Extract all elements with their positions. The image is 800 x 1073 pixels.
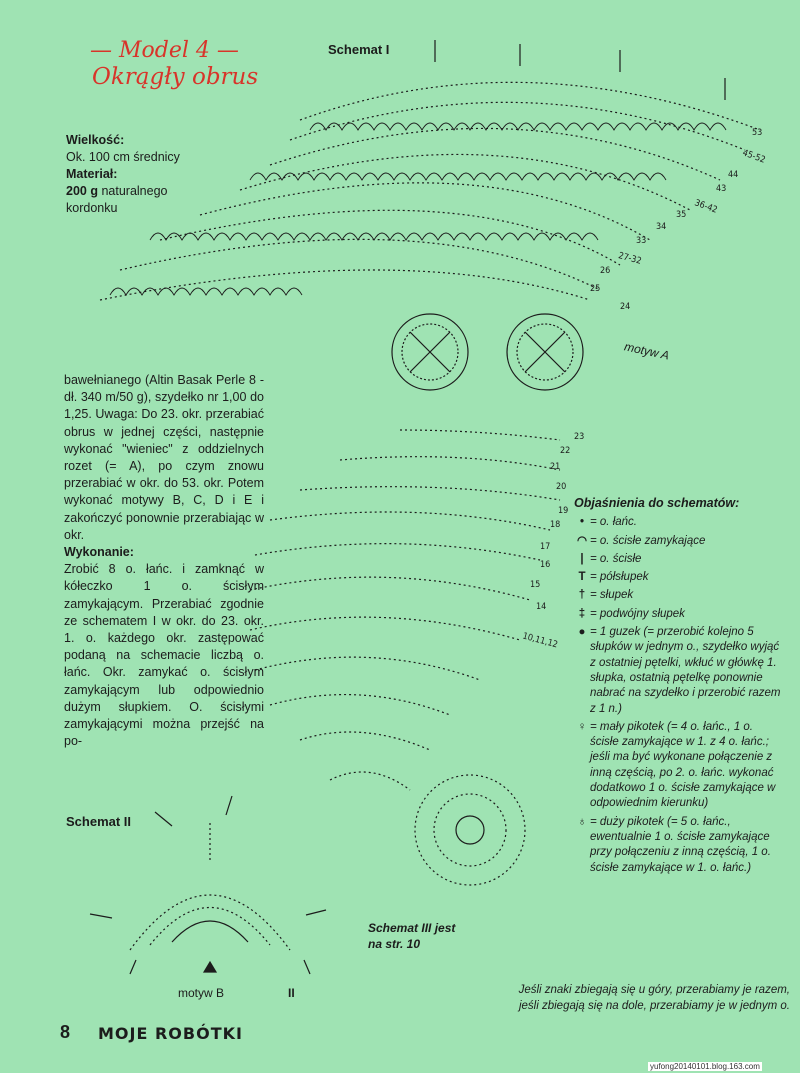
page-title: Okrągły obrus [92, 64, 259, 90]
instructions-text [64, 372, 264, 750]
legend-item: | = o. ścisłe [574, 552, 784, 567]
roman-ii-label: II [288, 986, 295, 1000]
row-number: 23 [574, 432, 585, 442]
row-number: 33 [636, 236, 647, 246]
single-crochet-icon: | [580, 552, 584, 565]
legend-item: † = słupek [574, 588, 784, 603]
legend-item: ● = 1 guzek (= przerobić kolejno 5 słupków w jednym o., szydełko wyjąć z ostatniej pętelki, wkłuć w główkę 1. słupka, ostatnią pętelkę ponownie nabrać na szydełko i przerobić razem z 1 n.) [574, 625, 784, 717]
row-number: 34 [656, 222, 667, 232]
row-number: 18 [550, 520, 561, 530]
legend-item: ‡ = podwójny słupek [574, 607, 784, 622]
treble-crochet-icon: ‡ [578, 607, 586, 620]
row-number: 53 [752, 128, 763, 138]
motyw-b-label: motyw B [178, 986, 225, 1000]
instructions-paragraph-2: Zrobić 8 o. łańc. i zamknąć w kółeczko 1 o. ścisłym zamykającym. Przerabiać zgodnie ze schematem I w okr. do 23. okr. 1. o. każdego okr. zastępować podaną na schemacie liczbą o. łańc. Okr. zamykać o. ścisłym zamykającym lub odpowiednio dużym słupkiem. O. ścisłymi zamykającymi można przejść na po- [64, 562, 264, 749]
legend-item: • = o. łańc. [574, 515, 784, 530]
chain-stitch-icon: • [579, 516, 585, 529]
row-number: 14 [536, 602, 547, 612]
size-value: Ok. 100 cm średnicy [66, 150, 180, 164]
legend-item: ♁ = duży pikotek (= 5 o. łańc., ewentualnie 1 o. ścisłe zamykające przy połączeniu z inną częścią, 1 o. ścisłe zamykające w 1. o. łańc.) [574, 815, 784, 876]
row-number: 15 [530, 580, 541, 590]
material-value-a: naturalnego [101, 184, 168, 198]
row-number: 45-52 [740, 148, 767, 166]
row-number: 21 [550, 462, 561, 472]
schemat-2-label: Schemat II [66, 814, 132, 829]
row-number: 27-32 [617, 251, 643, 267]
magazine-name: MOJE ROBÓTKI [98, 1024, 243, 1043]
row-number: 43 [716, 184, 727, 194]
double-crochet-icon: † [578, 589, 586, 602]
popcorn-icon: ● [578, 626, 586, 639]
row-number: 26 [600, 266, 611, 276]
material-label: Materiał: [66, 167, 118, 181]
row-number: 35 [676, 210, 687, 220]
row-number: 24 [620, 302, 631, 312]
row-number: 20 [556, 482, 567, 492]
size-label: Wielkość: [66, 133, 125, 147]
legend [574, 496, 784, 879]
small-picot-icon: ♀ [577, 720, 587, 733]
model-number: — Model 4 — [90, 38, 239, 63]
legend-item: ◠ = o. ścisłe zamykające [574, 534, 784, 549]
row-number: 22 [560, 446, 571, 456]
row-number: 36-42 [692, 198, 719, 216]
footer-note: Jeśli znaki zbiegają się u góry, przerabiamy je razem, jeśli zbiegają się na dole, przerabiamy je w jednym o. [518, 984, 790, 1012]
row-number: 44 [728, 170, 739, 180]
large-picot-icon: ♁ [577, 815, 587, 828]
row-number: 10,11,12 [521, 631, 559, 651]
page-number: 8 [60, 1022, 71, 1042]
legend-item: ♀ = mały pikotek (= 4 o. łańc., 1 o. ścisłe zamykające w 1. z 4 o. łańc.; jeśli ma być wykonane połączenie z inną częścią, po 2. o. łańc. wykonać dodatkowo 1 o. ścisłe zamykające w odpowiednim kierunku) [574, 720, 784, 812]
row-number: 25 [590, 284, 601, 294]
legend-item: T = półsłupek [574, 570, 784, 585]
row-number: 19 [558, 506, 569, 516]
schemat-1-label: Schemat I [328, 42, 390, 57]
material-value-b: kordonku [66, 201, 118, 215]
row-number: 16 [540, 560, 551, 570]
row-number: 17 [540, 542, 551, 552]
motyw-a-label: motyw A [623, 339, 671, 363]
half-double-icon: T [578, 571, 586, 584]
legend-heading: Objaśnienia do schematów: [574, 496, 740, 510]
instructions-heading: Wykonanie: [64, 545, 134, 560]
schemat-3-note: Schemat III jest na str. 10 [368, 921, 456, 951]
watermark: yufong20140101.blog.163.com [650, 1062, 760, 1071]
slip-stitch-icon: ◠ [576, 534, 588, 547]
material-amount: 200 g [66, 184, 98, 198]
instructions-paragraph-1: bawełnianego (Altin Basak Perle 8 - dł. 340 m/50 g), szydełko nr 1,00 do 1,25. Uwaga: Do 23. okr. przerabiać obrus w jednej części, następnie wykonać "wieniec" z oddzielnych rozet (= A), po czym znowu przerabiać w okr. do 53. okr. Potem wykonać motywy B, C, D i E i zakończyć ponownie przerabiając w okr. [64, 373, 264, 542]
